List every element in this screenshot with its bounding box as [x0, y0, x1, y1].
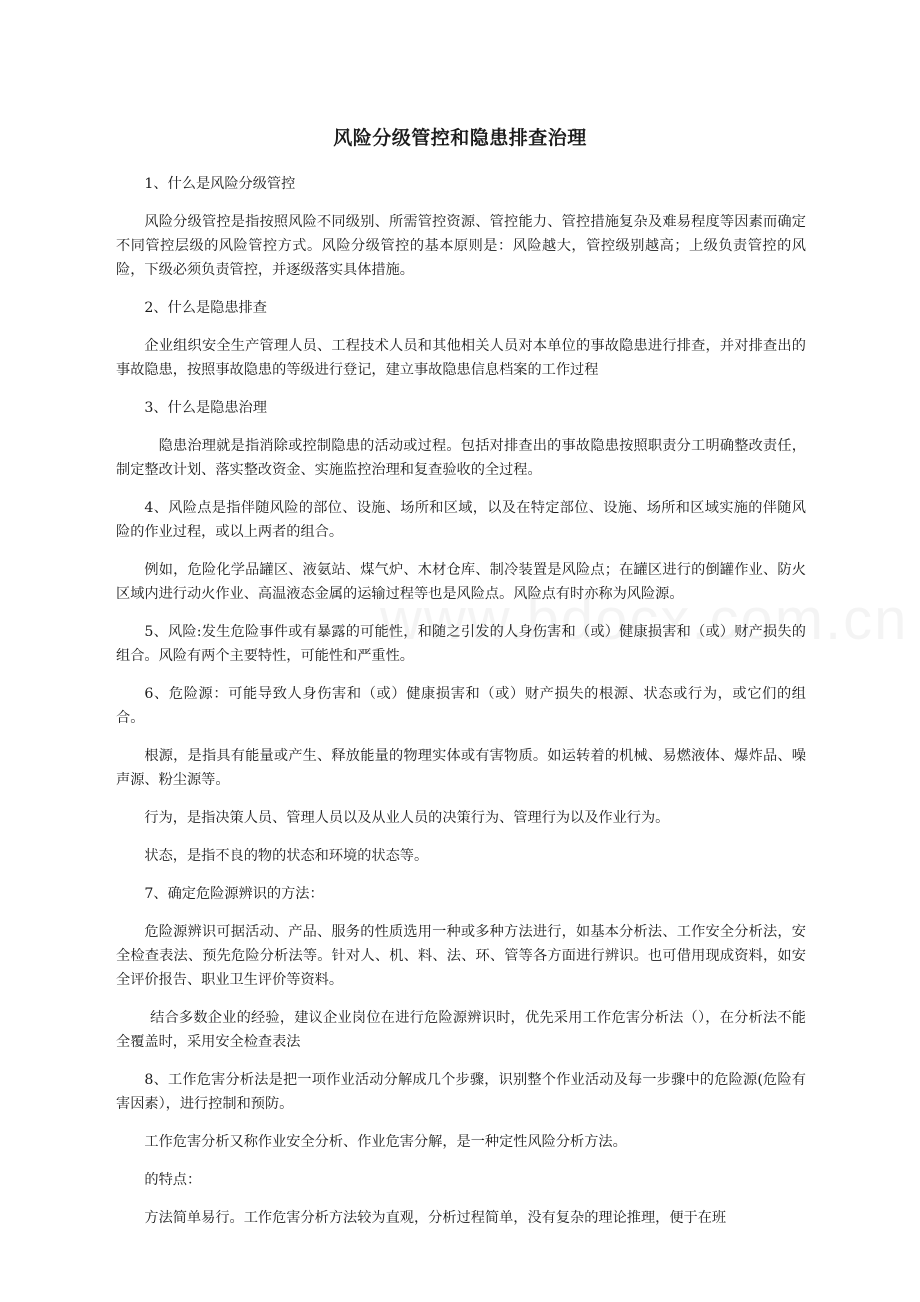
- paragraph: 行为，是指决策人员、管理人员以及从业人员的决策行为、管理行为以及作业行为。: [144, 810, 670, 826]
- section-heading-6: 6、危险源：可能导致人身伤害和（或）健康损害和（或）财产损失的根源、状态或行为，或它们的组合。: [116, 686, 806, 726]
- paragraph: 例如，危险化学品罐区、液氨站、煤气炉、木材仓库、制冷装置是风险点；在罐区进行的倒罐作业、防火区域内进行动火作业、高温液态金属的运输过程等也是风险点。风险点有时亦称为风险源。: [116, 562, 806, 602]
- paragraph: 根源，是指具有能量或产生、释放能量的物理实体或有害物质。如运转着的机械、易燃液体、爆炸品、噪声源、粉尘源等。: [116, 748, 806, 788]
- section-heading-7: 7、确定危险源辨识的方法：: [144, 886, 324, 902]
- section-heading-8: 8、工作危害分析法是把一项作业活动分解成几个步骤，识别整个作业活动及每一步骤中的危险源(危险有害因素），进行控制和预防。: [116, 1072, 806, 1112]
- paragraph: 企业组织安全生产管理人员、工程技术人员和其他相关人员对本单位的事故隐患进行排查，并对排查出的事故隐患，按照事故隐患的等级进行登记，建立事故隐患信息档案的工作过程: [116, 338, 806, 378]
- section-heading-2: 2、什么是隐患排查: [144, 300, 267, 316]
- document-title: 风险分级管控和隐患排查治理: [333, 127, 587, 149]
- paragraph: 方法简单易行。工作危害分析方法较为直观，分析过程简单，没有复杂的理论推理，便于在班: [144, 1210, 727, 1226]
- section-heading-5: 5、风险:发生危险事件或有暴露的可能性，和随之引发的人身伤害和（或）健康损害和（或）财产损失的组合。风险有两个主要特性，可能性和严重性。: [116, 624, 806, 664]
- paragraph: 风险分级管控是指按照风险不同级别、所需管控资源、管控能力、管控措施复杂及难易程度等因素而确定不同管控层级的风险管控方式。风险分级管控的基本原则是：风险越大，管控级别越高；上级负责管控的风险，下级必须负责管控，并逐级落实具体措施。: [116, 214, 806, 278]
- section-heading-1: 1、什么是风险分级管控: [144, 176, 296, 192]
- section-heading-4: 4、风险点是指伴随风险的部位、设施、场所和区域，以及在特定部位、设施、场所和区域实施的伴随风险的作业过程，或以上两者的组合。: [116, 500, 806, 540]
- paragraph: 隐患治理就是指消除或控制隐患的活动或过程。包括对排查出的事故隐患按照职责分工明确整改责任，制定整改计划、落实整改资金、实施监控治理和复查验收的全过程。: [116, 438, 806, 478]
- document-body: [116, 172, 806, 1244]
- paragraph: 危险源辨识可据活动、产品、服务的性质选用一种或多种方法进行，如基本分析法、工作安全分析法，安全检查表法、预先危险分析法等。针对人、机、料、法、环、管等各方面进行辨识。也可借用现成资料，如安全评价报告、职业卫生评价等资料。: [116, 924, 806, 988]
- section-heading-3: 3、什么是隐患治理: [144, 400, 267, 416]
- paragraph: 工作危害分析又称作业安全分析、作业危害分解，是一种定性风险分析方法。: [144, 1134, 627, 1150]
- paragraph: 结合多数企业的经验，建议企业岗位在进行危险源辨识时，优先采用工作危害分析法（），在分析法不能全覆盖时，采用安全检查表法: [116, 1010, 806, 1050]
- paragraph: 的特点：: [144, 1172, 202, 1188]
- paragraph: 状态，是指不良的物的状态和环境的状态等。: [144, 848, 429, 864]
